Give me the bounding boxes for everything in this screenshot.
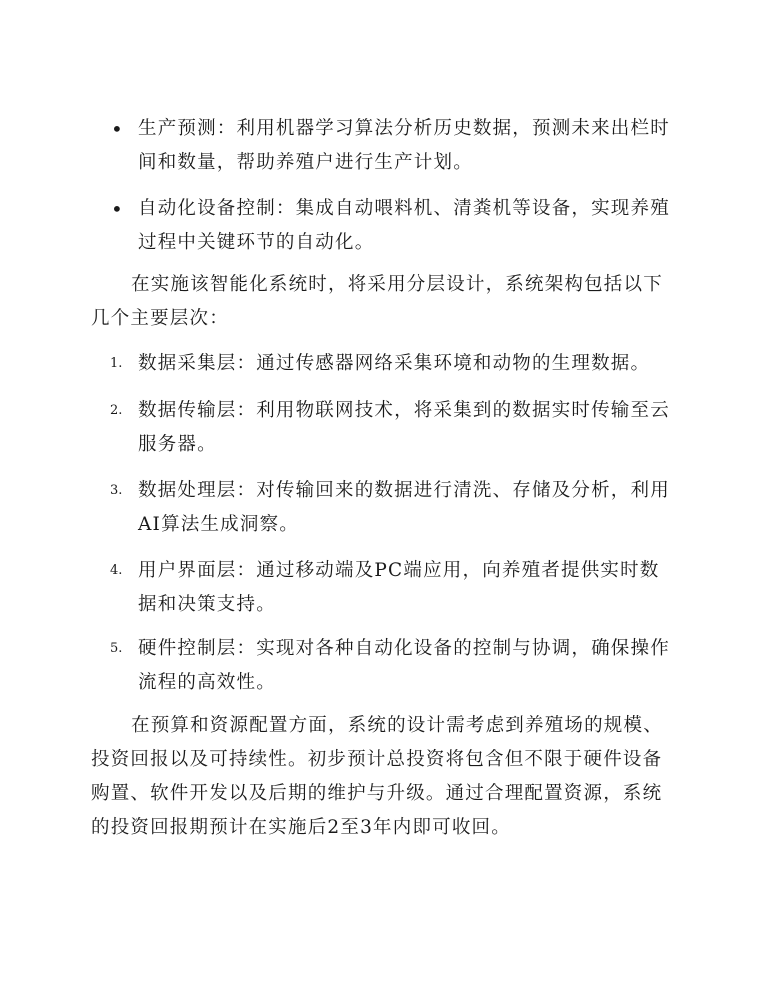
bullet-item-automation-control <box>0 192 678 260</box>
bullet-text: 自动化设备控制：集成自动喂料机、清粪机等设备，实现养殖过程中关键环节的自动化。 <box>138 198 670 253</box>
list-number: 4. <box>110 563 123 578</box>
list-number: 3. <box>110 483 123 498</box>
layer-text: 硬件控制层：实现对各种自动化设备的控制与协调，确保操作流程的高效性。 <box>138 638 670 693</box>
layer-item-data-collection <box>0 347 678 381</box>
layer-text: 数据采集层：通过传感器网络采集环境和动物的生理数据。 <box>138 353 651 374</box>
list-number: 2. <box>110 403 123 418</box>
paragraph-architecture-intro: 在实施该智能化系统时，将采用分层设计，系统架构包括以下几个主要层次： <box>91 274 663 329</box>
bullet-item-production-forecast <box>0 112 678 180</box>
bullet-marker: • <box>111 117 124 141</box>
bullet-marker: • <box>111 197 124 221</box>
layer-item-user-interface <box>0 554 678 622</box>
paragraph-budget-resources: 在预算和资源配置方面，系统的设计需考虑到养殖场的规模、投资回报以及可持续性。初步预计总投资将包含但不限于硬件设备购置、软件开发以及后期的维护与升级。通过合理配置资源，系统的投资回报期预计在实施后2至3年内即可收回。 <box>91 715 663 838</box>
layer-item-data-transmission <box>0 394 678 462</box>
layer-text: 数据传输层：利用物联网技术，将采集到的数据实时传输至云服务器。 <box>138 400 670 455</box>
layer-item-data-processing <box>0 474 678 542</box>
list-number: 5. <box>110 641 123 656</box>
bullet-text: 生产预测：利用机器学习算法分析历史数据，预测未来出栏时间和数量，帮助养殖户进行生产计划。 <box>138 118 670 173</box>
layer-text: 数据处理层：对传输回来的数据进行清洗、存储及分析，利用AI算法生成洞察。 <box>138 480 670 535</box>
layer-item-hardware-control <box>0 632 678 700</box>
layer-text: 用户界面层：通过移动端及PC端应用，向养殖者提供实时数据和决策支持。 <box>138 560 660 615</box>
list-number: 1. <box>110 356 123 371</box>
